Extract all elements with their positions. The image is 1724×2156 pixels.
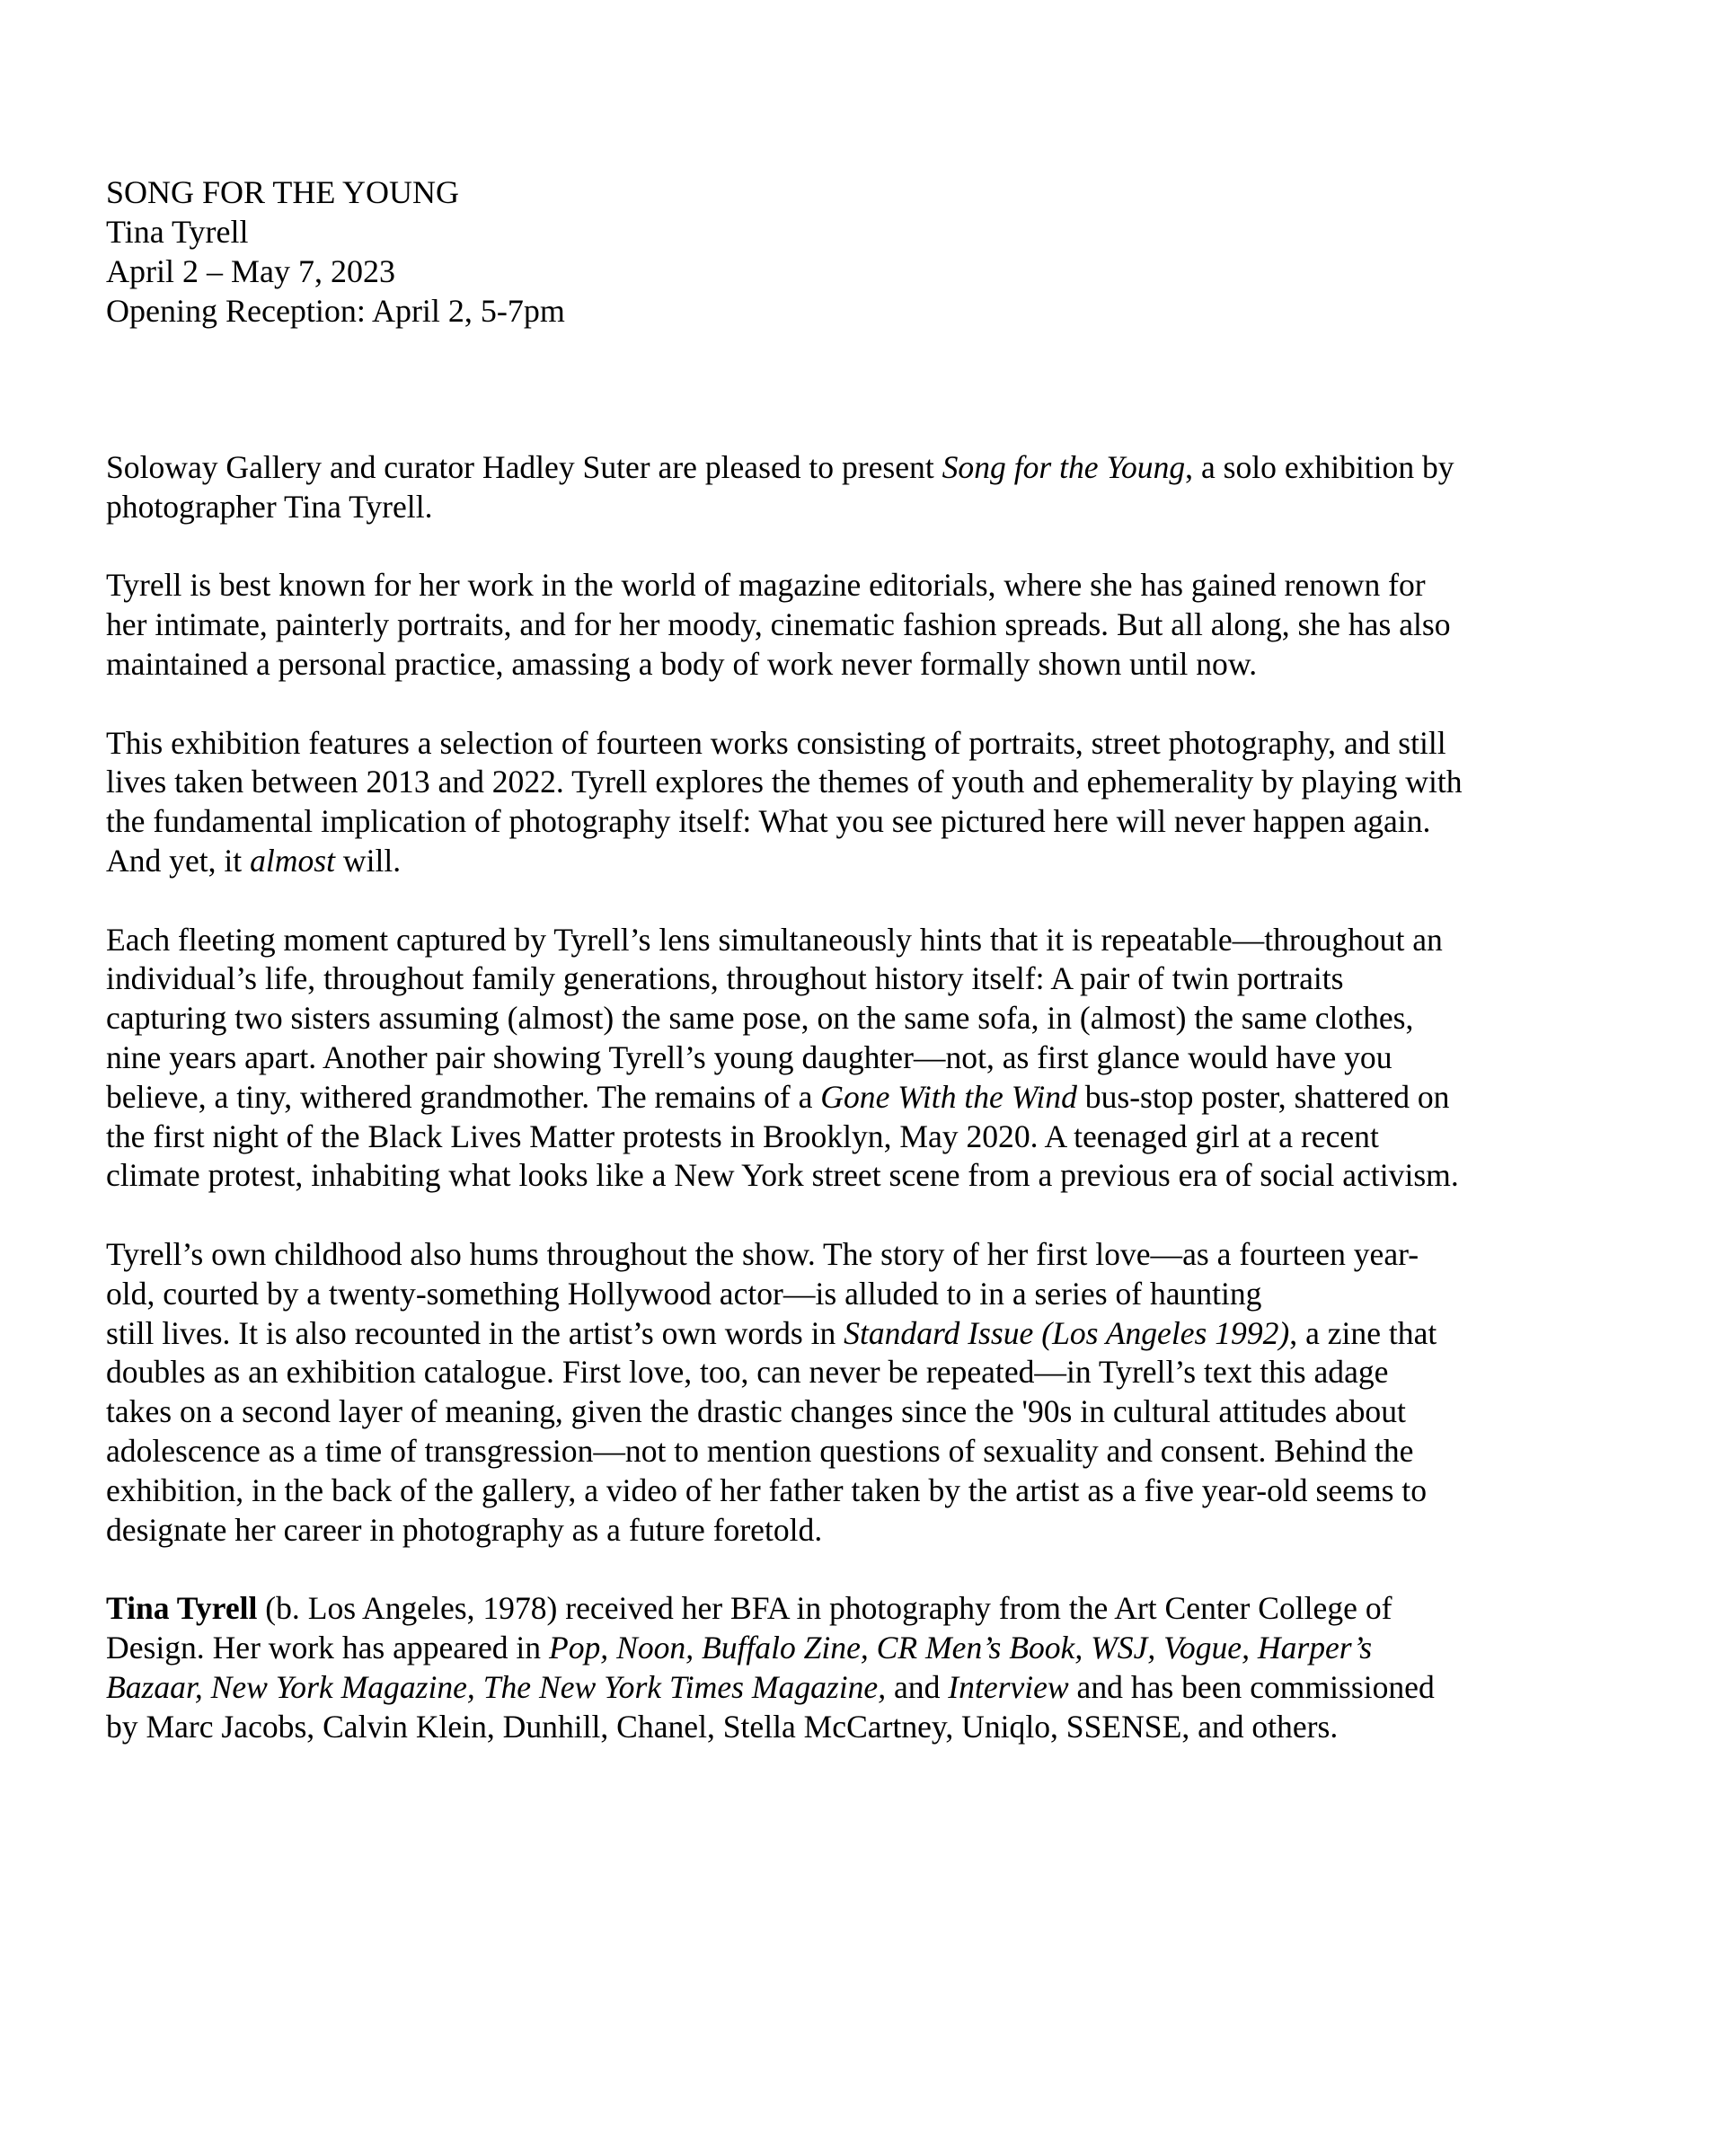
text-line — [106, 645, 1669, 685]
text-line — [106, 1314, 1669, 1354]
text-line — [106, 921, 1669, 960]
text-segment: designate her career in photography as a future foretold. — [106, 1511, 823, 1548]
opening-reception: Opening Reception: April 2, 5-7pm — [106, 293, 565, 329]
text-line — [106, 1156, 1669, 1196]
text-segment: individual’s life, throughout family generations, throughout history itself: A pair of twin portraits — [106, 960, 1344, 997]
text-segment: the first night of the Black Lives Matter protests in Brooklyn, May 2020. A teenaged girl at a recent — [106, 1118, 1379, 1154]
text-line — [106, 1589, 1669, 1629]
text-line — [106, 724, 1669, 764]
italic-text: Bazaar, New York Magazine, The New York Times Magazine, — [106, 1668, 887, 1705]
text-line — [106, 566, 1669, 605]
text-segment: still lives. It is also recounted in the artist’s own words in — [106, 1314, 844, 1351]
text-segment: , a solo exhibition by — [1185, 449, 1454, 485]
text-segment: lives taken between 2013 and 2022. Tyrell explores the themes of youth and ephemerality by playing with — [106, 764, 1463, 800]
text-segment: bus-stop poster, shattered on — [1076, 1078, 1450, 1115]
text-line — [106, 959, 1669, 999]
text-line — [106, 1629, 1669, 1668]
text-line — [106, 605, 1669, 645]
bold-text: Tina Tyrell — [106, 1590, 258, 1627]
text-line — [106, 1511, 1669, 1551]
exhibition-header — [106, 172, 565, 331]
press-release-body — [106, 448, 1669, 1786]
text-segment: exhibition, in the back of the gallery, a video of her father taken by the artist as a five year-old seems to — [106, 1471, 1427, 1508]
moments-paragraph — [106, 921, 1669, 1197]
text-segment: Each fleeting moment captured by Tyrell’s lens simultaneously hints that it is repeatable—throughout an — [106, 921, 1443, 958]
text-line — [106, 1118, 1669, 1157]
text-segment: climate protest, inhabiting what looks like a New York street scene from a previous era of social activism. — [106, 1157, 1459, 1194]
text-segment: nine years apart. Another pair showing Tyrell’s young daughter—not, as first glance would have you — [106, 1038, 1392, 1075]
text-segment: old, courted by a twenty-something Hollywood actor—is alluded to in a series of haunting — [106, 1275, 1262, 1312]
italic-text: Song for the Young — [942, 449, 1186, 485]
italic-text: Standard Issue (Los Angeles 1992) — [844, 1314, 1290, 1351]
text-segment: Design. Her work has appeared in — [106, 1629, 549, 1666]
text-segment: adolescence as a time of transgression—not to mention questions of sexuality and consent. Behind the — [106, 1432, 1414, 1469]
text-segment: And yet, it — [106, 842, 251, 879]
text-segment: and — [886, 1668, 949, 1705]
text-line — [106, 488, 1669, 527]
text-segment: takes on a second layer of meaning, given the drastic changes since the '90s in cultural attitudes about — [106, 1393, 1406, 1430]
childhood-paragraph — [106, 1235, 1669, 1550]
intro-paragraph — [106, 448, 1669, 527]
text-line — [106, 1038, 1669, 1078]
text-line — [106, 448, 1669, 488]
italic-text: Interview — [948, 1668, 1069, 1705]
text-segment: doubles as an exhibition catalogue. First love, too, can never be repeated—in Tyrell’s text this adage — [106, 1354, 1389, 1391]
text-segment: believe, a tiny, withered grandmother. The remains of a — [106, 1078, 821, 1115]
text-line — [106, 1275, 1669, 1314]
text-line — [106, 1471, 1669, 1511]
text-line — [106, 802, 1669, 842]
text-segment: Soloway Gallery and curator Hadley Suter are pleased to present — [106, 449, 942, 485]
text-line — [106, 999, 1669, 1038]
exhibition-paragraph — [106, 724, 1669, 881]
text-segment: her intimate, painterly portraits, and for her moody, cinematic fashion spreads. But all along, she has also — [106, 606, 1451, 643]
text-line — [106, 842, 1669, 881]
text-line — [106, 1432, 1669, 1471]
text-segment: the fundamental implication of photography itself: What you see pictured here will never happen again. — [106, 803, 1431, 840]
text-line — [106, 1353, 1669, 1392]
italic-text: Gone With the Wind — [820, 1078, 1077, 1115]
text-segment: and has been commissioned — [1068, 1668, 1435, 1705]
text-segment: , a zine that — [1289, 1314, 1437, 1351]
italic-text: Pop, Noon, Buffalo Zine, CR Men’s Book, WSJ, Vogue, Harper’s — [549, 1629, 1373, 1666]
text-segment: (b. Los Angeles, 1978) received her BFA in photography from the Art Center College of — [257, 1590, 1392, 1627]
text-segment: maintained a personal practice, amassing a body of work never formally shown until now. — [106, 645, 1258, 682]
text-segment: Tyrell’s own childhood also hums throughout the show. The story of her first love—as a fourteen year- — [106, 1235, 1419, 1272]
artist-name: Tina Tyrell — [106, 214, 249, 250]
text-segment: capturing two sisters assuming (almost) the same pose, on the same sofa, in (almost) the same clothes, — [106, 1000, 1414, 1037]
text-segment: by Marc Jacobs, Calvin Klein, Dunhill, Chanel, Stella McCartney, Uniqlo, SSENSE, and others. — [106, 1708, 1339, 1745]
career-paragraph — [106, 566, 1669, 684]
text-segment: photographer Tina Tyrell. — [106, 488, 433, 525]
text-line — [106, 1235, 1669, 1275]
exhibition-title: SONG FOR THE YOUNG — [106, 174, 460, 210]
text-line — [106, 1392, 1669, 1432]
text-line — [106, 1078, 1669, 1118]
text-line — [106, 763, 1669, 802]
text-segment: This exhibition features a selection of fourteen works consisting of portraits, street photography, and still — [106, 724, 1446, 761]
text-segment: Tyrell is best known for her work in the world of magazine editorials, where she has gained renown for — [106, 567, 1426, 604]
italic-text: almost — [250, 842, 335, 879]
artist-bio-paragraph — [106, 1589, 1669, 1746]
text-segment: will. — [334, 842, 402, 879]
text-line — [106, 1668, 1669, 1708]
exhibition-dates: April 2 – May 7, 2023 — [106, 253, 395, 289]
text-line — [106, 1708, 1669, 1747]
